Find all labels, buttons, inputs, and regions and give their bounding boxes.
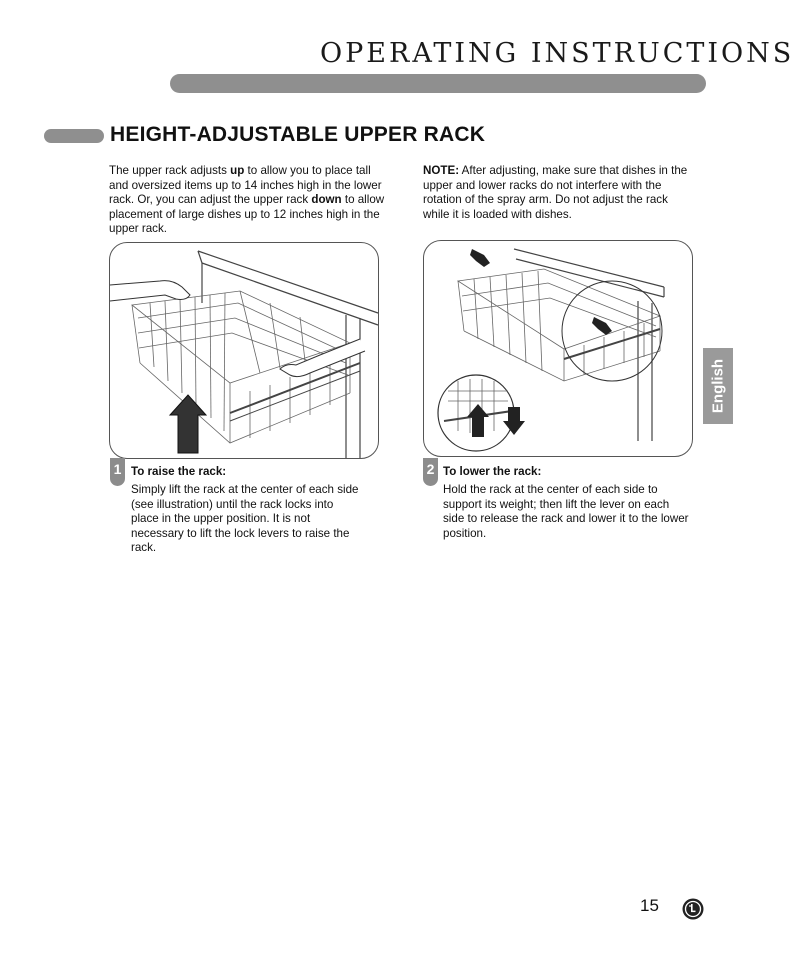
page-number: 15	[640, 896, 659, 915]
intro-paragraph-left: The upper rack adjusts up to allow you to place tall and oversized items up to 14 inches high in the lower rack. Or, you can adjust the upper rack down to allow placement of large dishes up to 12 inches high in the upper rack.	[109, 164, 385, 236]
section-marker	[44, 129, 104, 143]
step-title-lower: To lower the rack:	[443, 465, 542, 478]
step-body-raise: Simply lift the rack at the center of each side (see illustration) until the rack locks into place in the upper position. It is not necessary to lift the lock levers to raise the rack.	[131, 483, 359, 555]
pointing-hand-icon	[470, 249, 612, 335]
step-title-raise: To raise the rack:	[131, 465, 227, 478]
step-body-lower: Hold the rack at the center of each side to support its weight; then lift the lever on each side to release the rack and lower it to the lower position.	[443, 483, 689, 540]
header-title: OPERATING INSTRUCTIONS	[320, 38, 794, 69]
note-label: NOTE:	[423, 164, 460, 177]
step-number-2: 2	[423, 458, 438, 486]
note-paragraph: NOTE: After adjusting, make sure that dishes in the upper and lower racks do not interfere with the rotation of the spray arm. Do not adjust the rack while it is loaded with dishes.	[423, 164, 688, 221]
step-number-1: 1	[110, 458, 125, 486]
lower-rack-illustration	[423, 240, 693, 457]
language-tab-label: English	[709, 358, 727, 414]
lg-logo	[682, 898, 704, 920]
raise-rack-illustration	[109, 242, 379, 459]
language-tab[interactable]	[703, 348, 733, 424]
section-title: HEIGHT-ADJUSTABLE UPPER RACK	[110, 123, 486, 146]
header-bar	[170, 74, 706, 93]
arrow-up-icon	[170, 395, 206, 453]
